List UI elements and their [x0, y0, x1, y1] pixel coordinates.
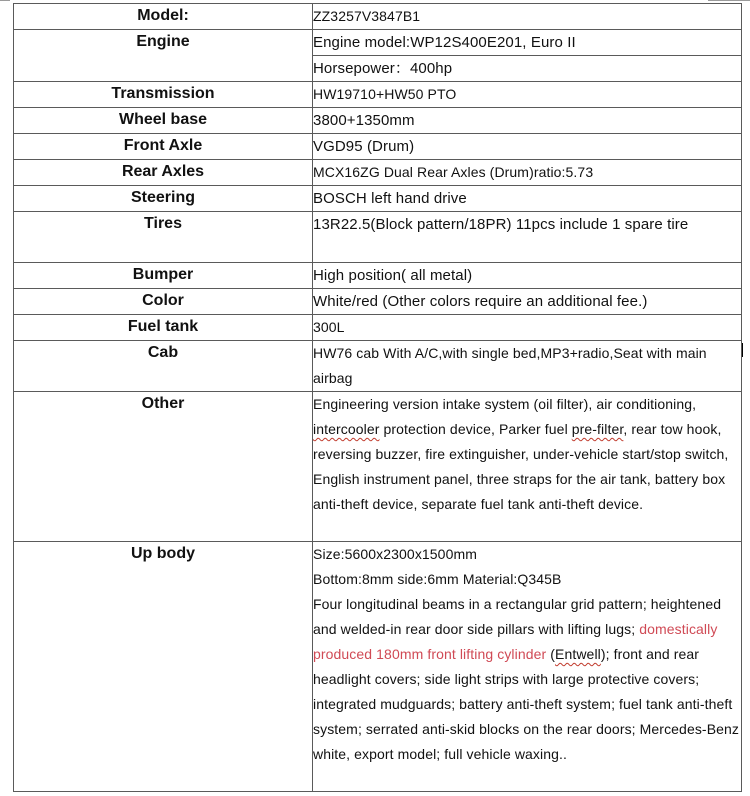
row-fuel-tank	[14, 315, 742, 341]
label-other: Other	[14, 392, 313, 542]
row-rear-axles	[14, 160, 742, 186]
other-text-1: Engineering version intake system (oil filter), air conditioning,	[313, 396, 697, 412]
label-color: Color	[14, 289, 313, 315]
up-body-text-2: (	[546, 646, 556, 662]
top-rule-right	[708, 0, 750, 1]
value-color: White/red (Other colors require an additional fee.)	[313, 289, 742, 315]
value-model: ZZ3257V3847B1	[313, 4, 742, 30]
value-bumper: High position( all metal)	[313, 263, 742, 289]
value-wheel-base: 3800+1350mm	[313, 108, 742, 134]
row-color	[14, 289, 742, 315]
row-wheel-base	[14, 108, 742, 134]
other-text-3: , rear tow hook, reversing buzzer, fire extinguisher, under-vehicle start/stop switch, English instrument panel, three straps for the air tank, battery box anti-theft device, separate fuel tank anti-theft device.	[313, 421, 729, 512]
row-cab	[14, 341, 742, 392]
row-bumper	[14, 263, 742, 289]
value-steering: BOSCH left hand drive	[313, 186, 742, 212]
row-tires	[14, 212, 742, 263]
label-fuel-tank: Fuel tank	[14, 315, 313, 341]
value-engine-model: Engine model:WP12S400E201, Euro II	[313, 30, 742, 56]
text-cursor	[742, 343, 743, 357]
label-cab: Cab	[14, 341, 313, 392]
row-up-body	[14, 542, 742, 792]
label-transmission: Transmission	[14, 82, 313, 108]
value-horsepower: Horsepower：400hp	[313, 56, 742, 82]
label-up-body: Up body	[14, 542, 313, 792]
up-body-material: Bottom:8mm side:6mm Material:Q345B	[313, 571, 562, 587]
up-body-description	[313, 592, 741, 767]
row-engine-1	[14, 30, 742, 56]
spec-table	[13, 3, 742, 792]
label-wheel-base: Wheel base	[14, 108, 313, 134]
top-rule-left	[0, 0, 10, 1]
value-transmission: HW19710+HW50 PTO	[313, 82, 742, 108]
row-steering	[14, 186, 742, 212]
value-cab: HW76 cab With A/C,with single bed,MP3+radio,Seat with main airbag	[313, 341, 742, 392]
value-rear-axles: MCX16ZG Dual Rear Axles (Drum)ratio:5.73	[313, 160, 742, 186]
label-front-axle: Front Axle	[14, 134, 313, 160]
label-bumper: Bumper	[14, 263, 313, 289]
row-transmission	[14, 82, 742, 108]
value-fuel-tank: 300L	[313, 315, 742, 341]
row-model	[14, 4, 742, 30]
label-tires: Tires	[14, 212, 313, 263]
other-prefilter: pre-filter	[571, 421, 624, 437]
label-rear-axles: Rear Axles	[14, 160, 313, 186]
row-other	[14, 392, 742, 542]
other-intercooler: intercooler	[313, 421, 380, 437]
row-front-axle	[14, 134, 742, 160]
label-steering: Steering	[14, 186, 313, 212]
up-body-cylinder: domestically produced 180mm front lifting cylinder	[313, 621, 718, 662]
value-front-axle: VGD95 (Drum)	[313, 134, 742, 160]
other-text-2: protection device, Parker fuel	[379, 421, 572, 437]
value-other	[313, 392, 742, 542]
label-model: Model:	[14, 4, 313, 30]
up-body-text-1: Four longitudinal beams in a rectangular grid pattern; heightened and welded-in rear door side pillars with lifting lugs;	[313, 596, 722, 637]
value-tires: 13R22.5(Block pattern/18PR) 11pcs include 1 spare tire	[313, 212, 742, 263]
label-engine: Engine	[14, 30, 313, 82]
up-body-text-3: ); front and rear headlight covers; side light strips with large protective covers; integrated mudguards; battery anti-theft system; fuel tank anti-theft system; serrated anti-skid blocks on the rear doors; Mercedes-Benz white, export model; full vehicle waxing..	[313, 646, 739, 762]
value-up-body	[313, 542, 742, 792]
up-body-entwell: Entwell	[555, 646, 601, 662]
up-body-size: Size:5600x2300x1500mm	[313, 546, 477, 562]
